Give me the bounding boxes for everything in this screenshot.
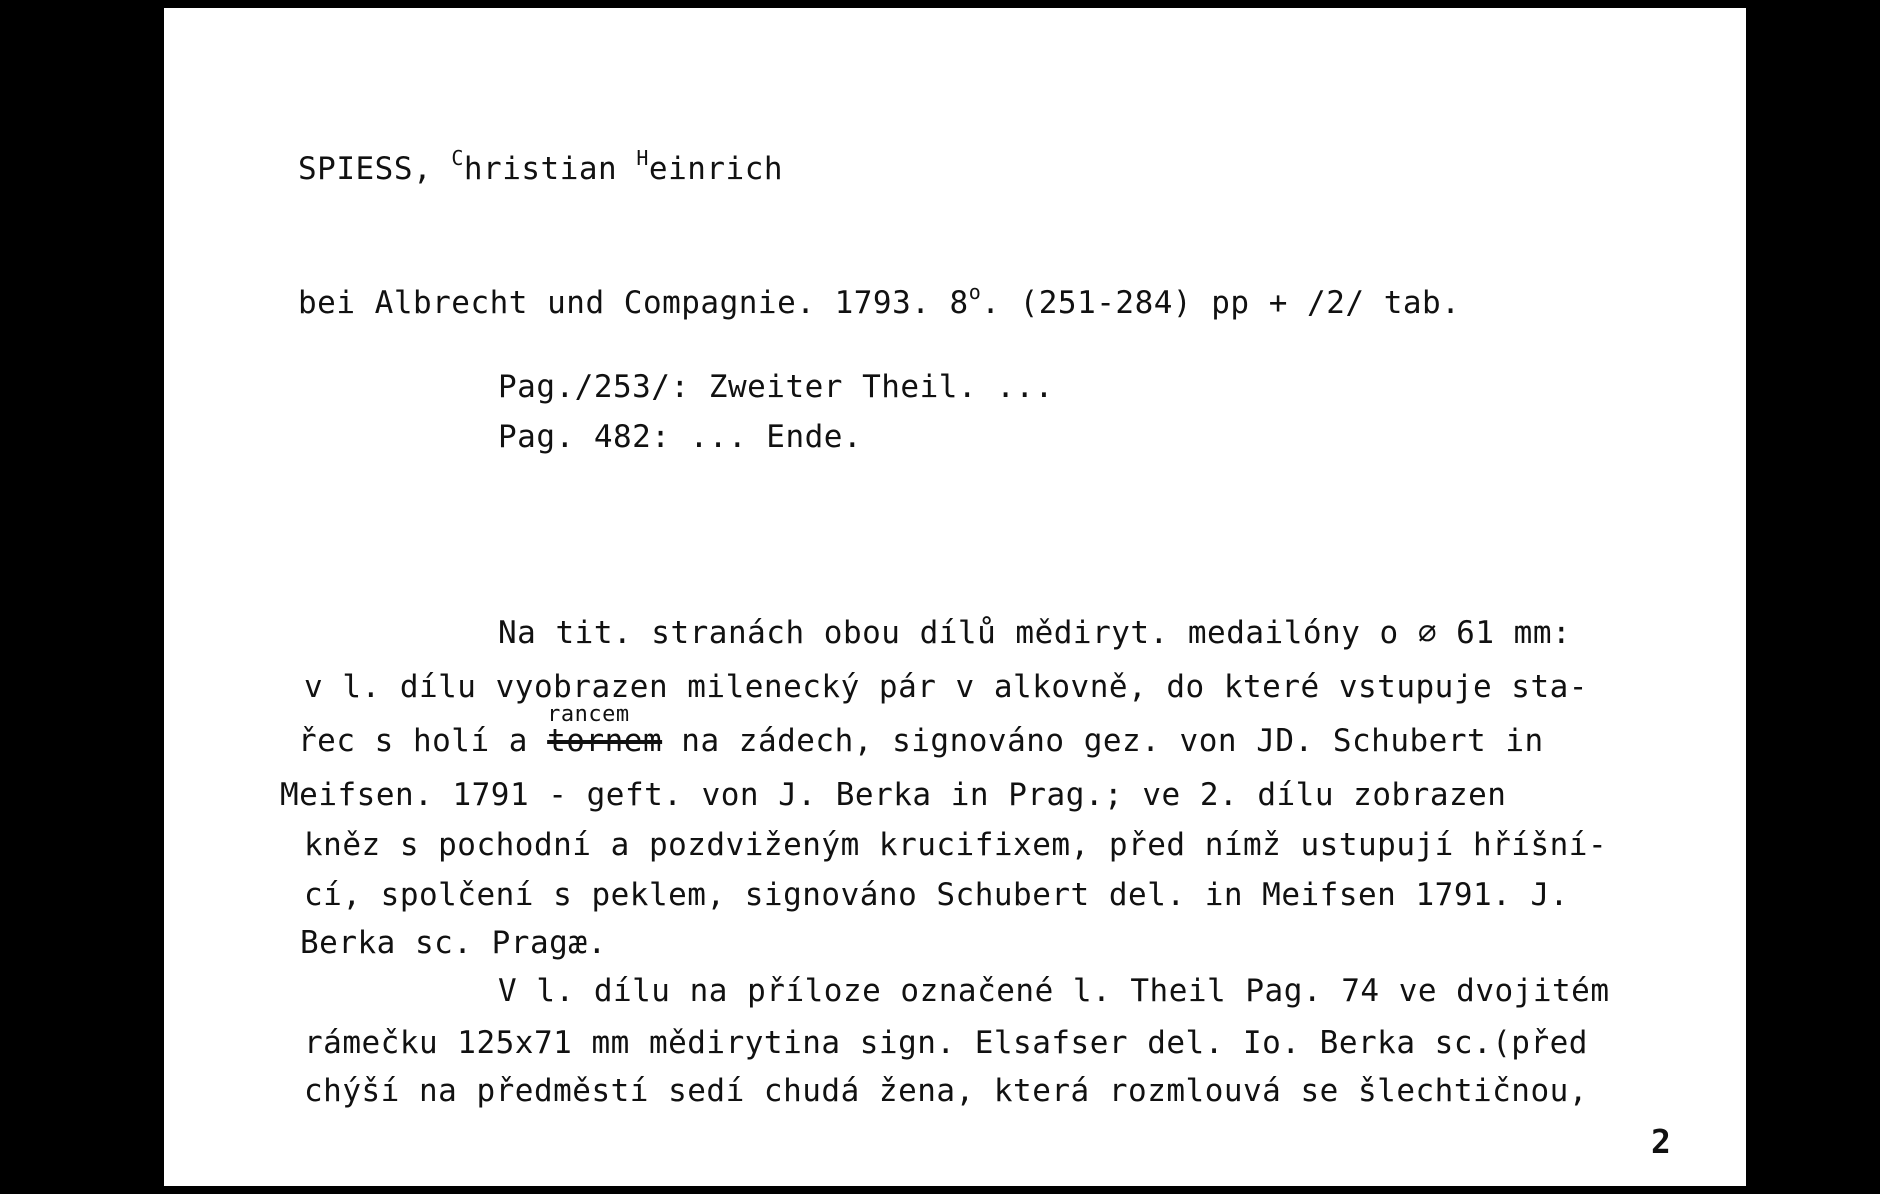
note-p1-line-4: Meifsen. 1791 - geft. von J. Berka in Prag.; ve 2. dílu zobrazen [280,777,1507,813]
imprint-text-a: bei Albrecht und Compagnie. 1793. 8 [298,285,969,321]
pagination-line-2: Pag. 482: ... Ende. [498,419,863,455]
pagination-line-1: Pag./253/: Zweiter Theil. ... [498,369,1054,405]
author-surname: SPIESS, [298,151,433,187]
author-middle-name-rest: einrich [648,151,784,187]
note-p1-line-3-b: na zádech, signováno gez. von JD. Schubert in [662,723,1544,759]
note-p1-line-3-a: řec s holí a [298,723,548,759]
note-p2-line-2: rámečku 125x71 mm mědirytina sign. Elsafser del. Io. Berka sc.(před [304,1025,1588,1061]
struck-word: tornem [547,723,663,759]
note-p1-line-6: cí, spolčení s peklem, signováno Schubert del. in Meifsen 1791. J. [304,877,1569,913]
note-p2-line-1: V l. dílu na příloze označené l. Theil Pag. 74 ve dvojitém [498,973,1610,1009]
author-heading [298,146,784,187]
imprint-line [298,280,1461,321]
author-first-initial: C [451,146,464,170]
author-middle-initial: H [636,146,649,170]
note-p1-line-1: Na tit. stranách obou dílů mědiryt. medailóny o ∅ 61 mm: [498,615,1572,651]
correction [547,702,663,759]
page-number: 2 [1651,1122,1671,1161]
note-p1-line-7: Berka sc. Pragæ. [300,925,607,961]
catalog-card [164,8,1746,1186]
note-p1-line-2: v l. dílu vyobrazen milenecký pár v alkovně, do které vstupuje sta- [304,669,1588,705]
note-p1-line-3 [298,702,1544,759]
note-p1-line-5: kněz s pochodní a pozdviženým krucifixem, před nímž ustupují hříšní- [304,827,1608,863]
note-p2-line-3: chýší na předměstí sedí chudá žena, která rozmlouvá se šlechtičnou, [304,1073,1588,1109]
imprint-text-b: . (251-284) pp + /2/ tab. [981,285,1461,321]
author-first-name-rest: hristian [463,151,618,187]
inserted-word: rancem [547,702,630,727]
imprint-degree: o [968,280,982,304]
